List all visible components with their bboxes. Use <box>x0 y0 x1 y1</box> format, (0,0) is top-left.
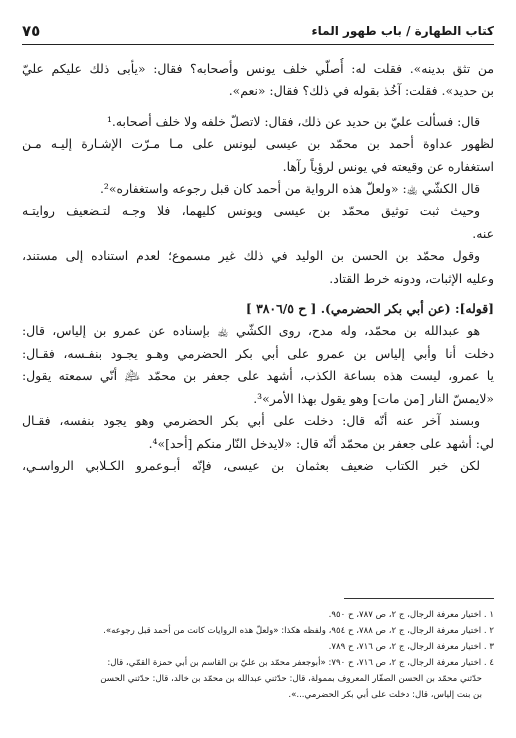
text-line: عنه. <box>472 225 494 241</box>
text-line: قال: فسألت عليّ بن حديد عن ذلك، فقال: لاتصلّ خلفه ولا خلف أصحابه.¹ <box>106 113 480 129</box>
running-title: كتاب الطهارة / باب طهور الماء <box>311 24 494 38</box>
page-header <box>22 20 494 42</box>
header-divider <box>22 44 494 45</box>
main-text <box>22 58 494 477</box>
text-line: «لايمسّ النار [من مات] وهو يقول بهذا الأمر»³. <box>253 390 494 406</box>
text-line: استغفاره عن وقيعته في يونس لرؤياً رآها. <box>282 158 494 174</box>
text-line: لظهور عداوة أحمد بن محمّد بن عيسى ليونس على مـا مـرّت الإشـارة إليـه مـن <box>22 136 494 152</box>
text-line: يا عمرو، ليست هذه بساعة الكذب، أشهد على جعفر بن محمّد ﵇ أنّي سمعته يقول: <box>22 368 494 384</box>
text-line: من تثق بدينه». فقلت له: أُصلّي خلف يونس وأصحابه؟ فقال: «يأبى ذلك عليكم عليّ <box>22 61 494 76</box>
text-line: لي: أشهد على جعفر بن محمّد أنّه قال: «لايدخل النّار منكم [أحد]»⁴. <box>148 435 494 451</box>
page-number: ٧٥ <box>22 22 41 40</box>
text-line: وحيث ثبت توثيق محمّد بن عيسى ويونس كليهما، فلا وجـه لتـضعيف روايتـه <box>22 203 480 219</box>
paragraph-gap <box>22 290 494 298</box>
text-line: بن حديد». فقلت: آخُذ بقوله في ذلك؟ فقال: «نعم». <box>228 83 494 99</box>
footnotes <box>22 598 494 703</box>
text-line: دخلت أنا وأبي إلياس بن عمرو على أبي بكر الحضرمي وهـو يجـود بنفـسه، فقـال: <box>22 345 494 361</box>
text-line: وعليه الإثبات، ودونه خرط القتاد. <box>329 270 494 286</box>
footnote: ١ . اختيار معرفة الرجال، ج ٢، ص ٧٨٧، ح ٩٥٠. <box>328 610 494 620</box>
footnote: ٣ . اختيار معرفة الرجال، ج ٢، ص ٧١٦، ح ٧٨٩. <box>328 642 494 652</box>
footnote-continuation: حدّثني محمّد بن الحسن الصفّار المعروف بممولة، قال: حدّثني عبدالله بن محمّد بن خالد، قال: حدّثني الحسن <box>100 674 482 684</box>
text-line: وبسند آخر عنه أنّه قال: دخلت على أبي بكر الحضرمي وهو يجود بنفسه، فقـال <box>22 413 480 429</box>
footnote: ٢ . اختيار معرفة الرجال، ج ٢، ص ٧٨٨، ح ٩٥٤، ولفظه هكذا: «ولعلّ هذه الروايات كانت من أحمد قبل رجوعه». <box>103 626 494 636</box>
footnote: ٤ . اختيار معرفة الرجال، ج ٢، ص ٧١٦، ح ٧٩٠: «أبوجعفر محمّد بن عليّ بن القاسم بن أبي حمزة القمّي، قال: <box>107 658 494 668</box>
footnote-divider <box>344 598 494 599</box>
text-line: قال الكشّي ﵀: «ولعلّ هذه الرواية من أحمد كان قبل رجوعه واستغفاره»². <box>99 181 480 197</box>
section-heading: [قوله]: (عن أبي بكر الحضرمي). [ ح ٣٨٠٦/٥ ] <box>245 301 494 317</box>
text-line: هو عبدالله بن محمّد، وله مدح، روى الكشّي ﵀ بإسناده عن عمرو بن إلياس، قال: <box>22 323 480 339</box>
text-line: لكن خبر الكتاب ضعيف بعثمان بن عيسى، فإنّه أبـوعمرو الكـلابي الرواسـي، <box>22 457 480 473</box>
text-line: وقول محمّد بن الحسن بن الوليد في ذلك غير مسموع؛ لعدم استناده إلى مستند، <box>22 248 480 264</box>
paragraph-gap <box>22 103 494 111</box>
footnote-continuation: بن بنت إلياس، قال: دخلت على أبي بكر الحضرمي...». <box>288 690 482 700</box>
